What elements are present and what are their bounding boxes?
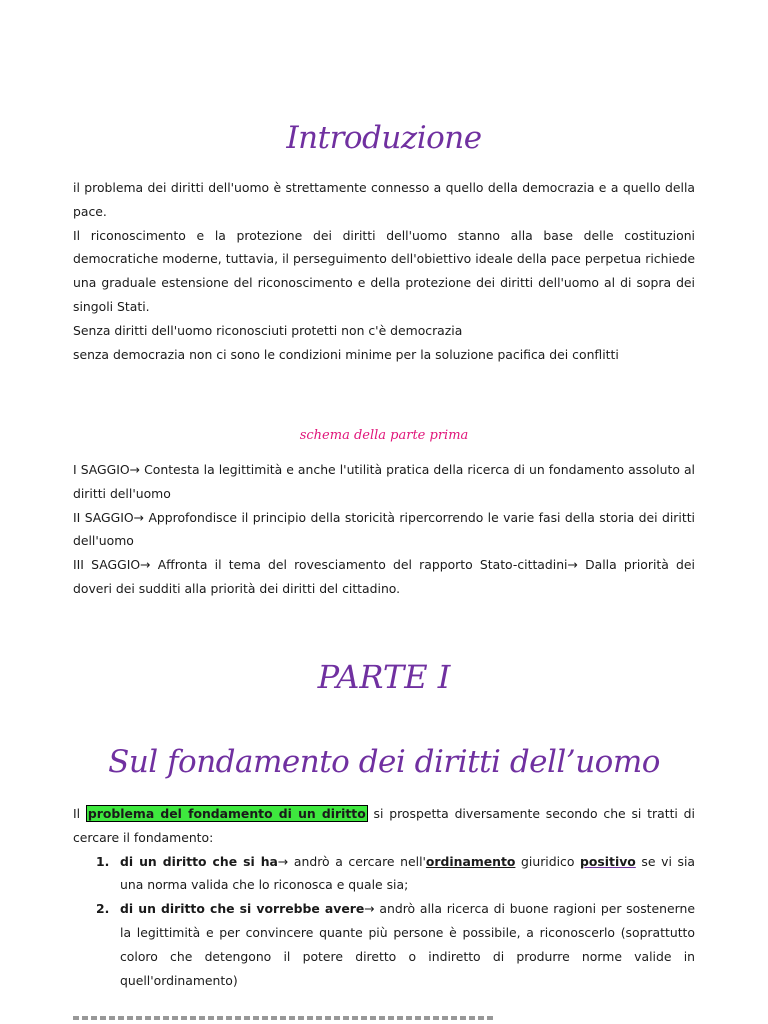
schema-item: I SAGGIO→ Contesta la legittimità e anche l'utilità pratica della ricerca di un fondamento assoluto al diritti dell'uomo	[73, 462, 695, 501]
intro-paragraph-1: il problema dei diritti dell'uomo è strettamente connesso a quello della democrazia e a quello della pace.	[73, 180, 695, 219]
schema-list	[73, 458, 695, 601]
fondamento-section	[73, 802, 695, 992]
highlighted-term: problema del fondamento di un diritto	[87, 806, 366, 821]
part-heading: PARTE I	[317, 658, 451, 696]
cropped-text-line	[73, 1016, 493, 1020]
schema-item: II SAGGIO→ Approfondisce il principio della storicità ripercorrendo le varie fasi della storia dei diritti dell'uomo	[73, 509, 695, 549]
list-item-bold: di un diritto che si ha	[120, 853, 278, 869]
list-item-bold: di un diritto che si vorrebbe avere	[120, 901, 365, 917]
schema-subtitle: schema della parte prima	[299, 428, 469, 443]
list-item-text: giuridico	[515, 853, 581, 869]
underlined-term: ordinamento	[425, 853, 516, 869]
numbered-list	[73, 850, 695, 993]
underlined-term: positivo	[580, 853, 636, 869]
lead-text: si prospetta diversamente secondo che si tratti di cercare il fondamento:	[73, 806, 695, 845]
list-item-text: → andrò alla ricerca di buone ragioni per sostenerne la legittimità e per convincere quante più persone è possibile, a riconoscerlo (soprattutto coloro che detengono il potere diretto o indiretto di produrre norme valide in quell'ordinamento)	[120, 901, 695, 988]
schema-item: III SAGGIO→ Affronta il tema del rovesciamento del rapporto Stato-cittadini→ Dalla priorità dei doveri dei sudditi alla priorità dei diritti del cittadino.	[73, 557, 695, 596]
list-item-text: se vi sia una norma valida che lo riconosca e quale sia;	[120, 853, 695, 893]
intro-heading: Introduzione	[286, 120, 482, 156]
list-item	[73, 850, 695, 898]
lead-text: Il	[73, 806, 86, 821]
intro-paragraph-2: Il riconoscimento e la protezione dei diritti dell'uomo stanno alla base delle costituzioni democratiche moderne, tuttavia, il perseguimento dell'obiettivo ideale della pace perpetua richiede una graduale estensione del riconoscimento e della protezione dei diritti dell'uomo al di sopra dei singoli Stati.	[73, 227, 695, 314]
intro-paragraph-3: Senza diritti dell'uomo riconosciuti protetti non c'è democrazia	[73, 322, 463, 338]
chapter-heading: Sul fondamento dei diritti dell’uomo	[108, 744, 660, 780]
list-item-text: → andrò a cercare nell'	[277, 853, 426, 869]
list-number: 1.	[96, 853, 110, 869]
fondamento-lead	[73, 802, 695, 850]
list-number: 2.	[96, 901, 110, 917]
list-item	[73, 897, 695, 992]
intro-paragraph-4: senza democrazia non ci sono le condizioni minime per la soluzione pacifica dei conflitti	[73, 346, 619, 362]
intro-text	[73, 176, 695, 366]
